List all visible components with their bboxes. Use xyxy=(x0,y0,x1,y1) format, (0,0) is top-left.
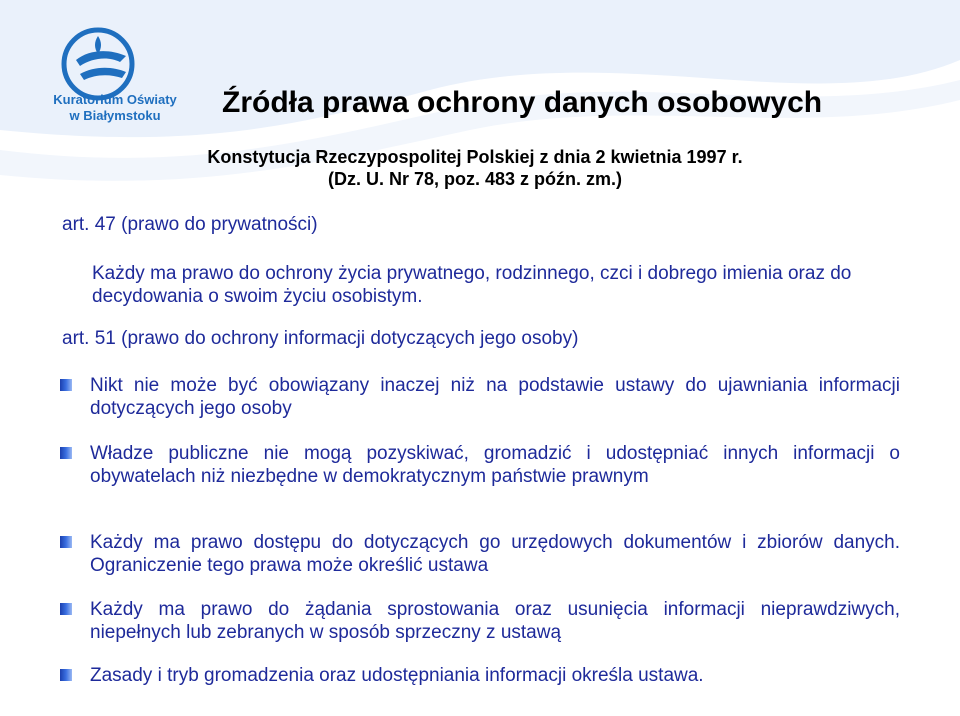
bullet-icon xyxy=(60,669,72,681)
bullet-text: Nikt nie może być obowiązany inaczej niż na podstawie ustawy do ujawniania informacji dotyczących jego osoby xyxy=(90,375,900,419)
bullet-text: Każdy ma prawo dostępu do dotyczących go urzędowych dokumentów i zbiorów danych. Ograniczenie tego prawa może określić ustawa xyxy=(90,532,900,576)
art51-heading: art. 51 (prawo do ochrony informacji dotyczących jego osoby) xyxy=(62,328,579,349)
subtitle-line-1: Konstytucja Rzeczypospolitej Polskiej z dnia 2 kwietnia 1997 r. xyxy=(207,147,743,167)
logo-line-2: w Białymstoku xyxy=(69,108,161,123)
bullet-text: Zasady i tryb gromadzenia oraz udostępniania informacji określa ustawa. xyxy=(90,665,704,686)
art47-heading: art. 47 (prawo do prywatności) xyxy=(62,214,318,235)
bullet-icon xyxy=(60,603,72,615)
page-title: Źródła prawa ochrony danych osobowych xyxy=(222,86,823,119)
bullet-icon xyxy=(60,379,72,391)
list-item xyxy=(60,442,900,488)
logo-line-1: Kuratorium Oświaty xyxy=(53,92,177,107)
bullet-icon xyxy=(60,447,72,459)
art47-text: Każdy ma prawo do ochrony życia prywatnego, rodzinnego, czci i dobrego imienia oraz do decydowania o swoim życiu osobistym. xyxy=(92,263,852,307)
list-item xyxy=(60,598,900,644)
bullet-text: Każdy ma prawo do żądania sprostowania oraz usunięcia informacji nieprawdziwych, niepełnych lub zebranych w sposób sprzeczny z ustawą xyxy=(90,599,900,643)
kuratorium-logo-icon xyxy=(28,22,198,142)
list-item xyxy=(60,664,900,687)
list-item xyxy=(60,374,900,420)
list-item xyxy=(60,531,900,577)
subtitle-line-2: (Dz. U. Nr 78, poz. 483 z późn. zm.) xyxy=(327,169,623,189)
subtitle xyxy=(125,146,825,190)
bullet-text: Władze publiczne nie mogą pozyskiwać, gromadzić i udostępniać innych informacji o obywatelach niż niezbędne w demokratycznym państwie prawnym xyxy=(90,443,900,487)
logo-caption xyxy=(30,92,200,124)
bullet-icon xyxy=(60,536,72,548)
